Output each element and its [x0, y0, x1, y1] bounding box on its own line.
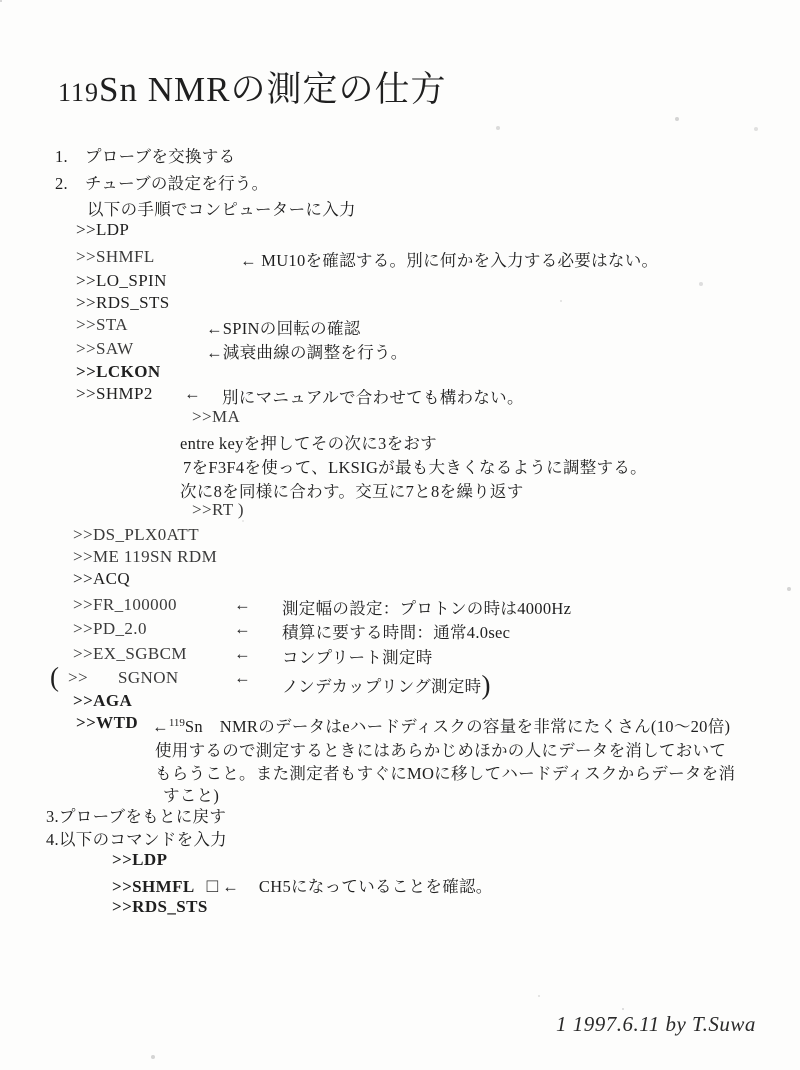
- note-fr: 測定幅の設定：プロトンの時は4000Hz: [282, 599, 572, 618]
- command-shmfl-2: >>SHMFL: [112, 877, 195, 896]
- command-acq: >>ACQ: [73, 569, 131, 588]
- checkbox-icon: □: [206, 876, 219, 897]
- command-ma: >>MA: [192, 407, 241, 426]
- command-ldp-2: >>LDP: [112, 850, 168, 869]
- wtd-note-text-1: Sn NMRのデータはeハードディスクの容量を非常にたくさん(10～20倍): [184, 717, 731, 736]
- note-sta: ←SPINの回転の確認: [206, 319, 361, 338]
- command-ds-plx0att: >>DS_PLX0ATT: [73, 525, 199, 544]
- title-isotope-number: 119: [58, 78, 100, 107]
- step-1-text: プローブを交換する: [85, 147, 236, 166]
- row-shmfl-2: [112, 873, 493, 898]
- ma-instruction-3: 次に8を同様に合わす。交互に7と8を繰り返す: [180, 482, 524, 501]
- note-sgnon-text: ノンデカップリング測定時: [282, 677, 482, 696]
- step-2: [55, 170, 268, 194]
- step-4: 4.以下のコマンドを入力: [46, 830, 227, 849]
- wtd-isotope-superscript: 119: [168, 717, 185, 729]
- note-ex-sgbcm: コンプリート測定時: [282, 648, 433, 667]
- command-fr: >>FR_100000: [73, 595, 177, 614]
- arrow-sgnon: ←: [234, 668, 251, 687]
- command-ldp: >>LDP: [76, 220, 130, 239]
- ma-instruction-1: entre keyを押してその次に3をおす: [180, 434, 437, 453]
- arrow-pd: ←: [234, 619, 251, 638]
- command-pd: >>PD_2.0: [73, 619, 147, 638]
- note-sgnon: [282, 668, 491, 699]
- note-pd: 積算に要する時間：通常4.0sec: [282, 623, 511, 642]
- sgnon-close-paren: ): [481, 670, 491, 700]
- page-title: [58, 62, 447, 112]
- note-wtd-line3: もらうこと。また測定者もすぐにMOに移してハードディスクからデータを消: [155, 764, 736, 783]
- step-3: 3.プローブをもとに戻す: [46, 807, 227, 826]
- command-rds-sts-2: >>RDS_STS: [112, 897, 208, 916]
- command-aga: >>AGA: [73, 691, 133, 710]
- arrow-wtd: ←: [152, 717, 169, 736]
- note-saw: ←減衰曲線の調整を行う。: [206, 343, 408, 362]
- note-shmfl-2: CH5になっていることを確認。: [258, 877, 493, 896]
- arrow-shmfl-2: ←: [222, 877, 239, 896]
- command-lo-spin: >>LO_SPIN: [76, 271, 167, 290]
- footer-date-author: 1 1997.6.11 by T.Suwa: [556, 1012, 756, 1036]
- arrow-fr: ←: [234, 595, 251, 614]
- arrow-shmp2: ←: [184, 384, 201, 403]
- step-2-number: 2.: [55, 174, 68, 193]
- step-1: [55, 143, 235, 167]
- title-text: Sn NMRの測定の仕方: [99, 70, 447, 109]
- command-rt: >>RT ): [192, 500, 244, 519]
- step-2-intro: 以下の手順でコンピューターに入力: [87, 200, 356, 219]
- command-shmfl: >>SHMFL: [76, 247, 155, 266]
- command-saw: >>SAW: [76, 339, 134, 358]
- command-ex-sgbcm: >>EX_SGBCM: [73, 644, 187, 663]
- command-sgnon: SGNON: [118, 668, 179, 687]
- scan-noise: [0, 0, 2, 2]
- command-wtd: >>WTD: [76, 713, 138, 732]
- command-lckon: >>LCKON: [76, 362, 161, 381]
- sgnon-open-paren: (: [50, 662, 59, 692]
- command-rds-sts: >>RDS_STS: [76, 293, 170, 312]
- ma-instruction-2: 7をF3F4を使って、LKSIGが最も大きくなるように調整する。: [183, 458, 647, 477]
- command-me-119sn-rdm: >>ME 119SN RDM: [73, 547, 218, 566]
- arrow-ex-sgbcm: ←: [234, 644, 251, 663]
- note-shmfl: ← MU10を確認する。別に何かを入力する必要はない。: [240, 251, 659, 270]
- command-shmp2: >>SHMP2: [76, 384, 153, 403]
- command-sta: >>STA: [76, 315, 128, 334]
- note-wtd-line1: [152, 713, 730, 737]
- sgnon-prompt: >>: [68, 668, 88, 687]
- step-2-text: チューブの設定を行う。: [85, 174, 269, 193]
- note-wtd-line4: すこと): [163, 786, 220, 805]
- note-shmp2: 別にマニュアルで合わせても構わない。: [222, 388, 524, 407]
- step-1-number: 1.: [55, 147, 68, 166]
- note-wtd-line2: 使用するので測定するときにはあらかじめほかの人にデータを消しておいて: [155, 741, 727, 760]
